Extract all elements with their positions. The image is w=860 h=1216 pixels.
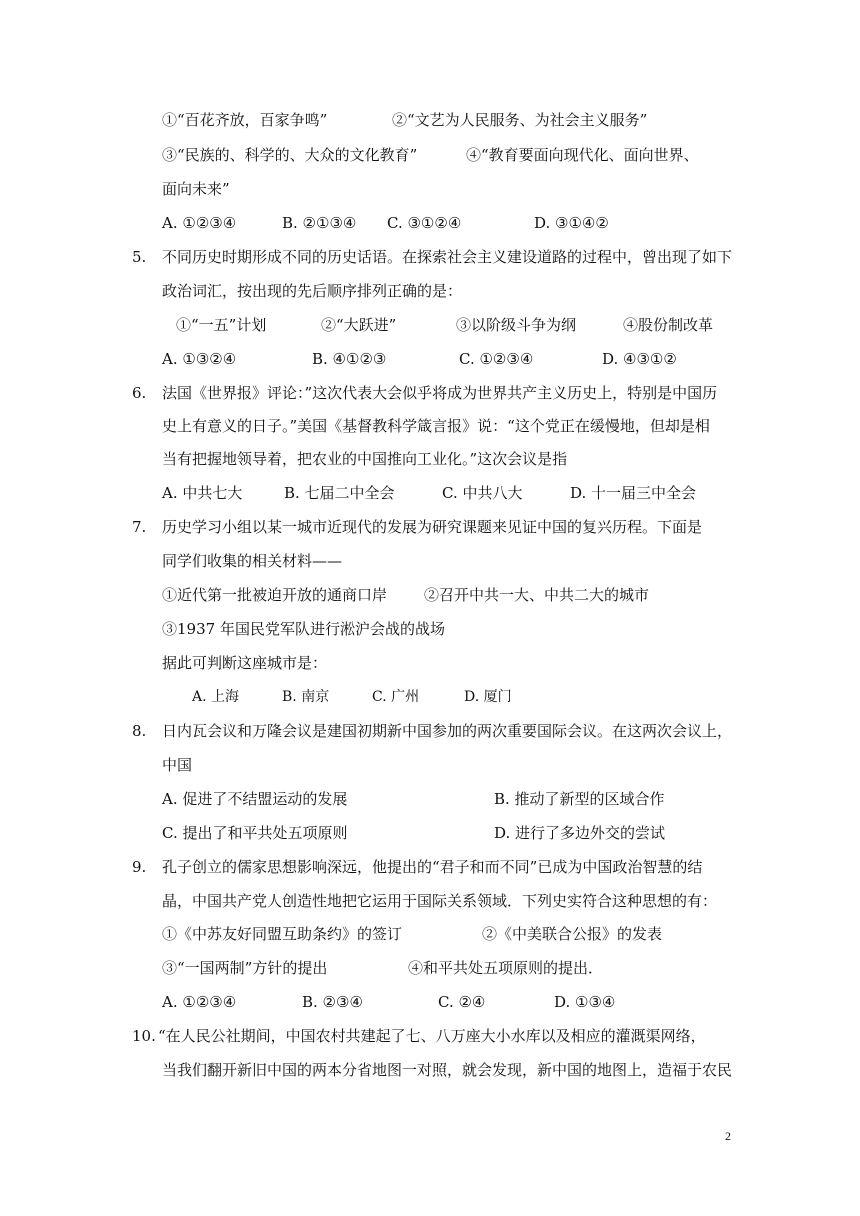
q7-stem-line-1: 历史学习小组以某一城市近现代的发展为研究课题来见证中国的复兴历程。下面是 [162,518,703,536]
q5-item-3: ③以阶级斗争为纲 [456,316,577,334]
q9-stem-line-2: 晶，中国共产党人创造性地把它运用于国际关系领域．下列史实符合这种思想的有： [162,892,718,910]
q10-stem-line-2: 当我们翻开新旧中国的两本分省地图一对照，就会发现，新中国的地图上，造福于农民 [162,1061,733,1079]
q5-choice-c: C. ①②③④ [459,350,534,368]
q8-number: 8. [132,722,147,740]
q6-choice-d: D. 十一届三中全会 [570,484,697,502]
q9-choice-d: D. ①③④ [554,993,616,1011]
q6-choice-b: B. 七届二中全会 [284,484,395,502]
q9-item-2: ②《中美联合公报》的发表 [482,925,663,943]
q9-item-1: ①《中苏友好同盟互助条约》的签订 [162,925,403,943]
q8-stem-line-2: 中国 [162,756,193,774]
q5-choice-b: B. ④①②③ [312,350,387,368]
q7-choice-b: B. 南京 [282,689,330,705]
q9-stem-line-1: 孔子创立的儒家思想影响深远，他提出的“君子和而不同”已成为中国政治智慧的结 [162,858,703,876]
q6-choice-a: A. 中共七大 [162,484,243,502]
q7-material-3: ③1937 年国民党军队进行淞沪会战的战场 [162,620,445,638]
q9-choice-c: C. ②④ [438,993,486,1011]
q4-choice-b: B. ②①③④ [282,214,357,232]
q8-stem-line-1: 日内瓦会议和万隆会议是建国初期新中国参加的两次重要国际会议。在这两次会议上， [162,722,733,740]
q9-item-4: ④和平共处五项原则的提出． [408,959,604,977]
q6-stem-line-3: 当有把握地领导着，把农业的中国推向工业化。”这次会议是指 [162,450,568,468]
page-number: 2 [725,1129,731,1143]
q7-stem-line-2: 同学们收集的相关材料—— [162,552,343,570]
q6-stem-line-2: 史上有意义的日子。”美国《基督教科学箴言报》说：“这个党正在缓慢地，但却是相 [162,417,710,435]
q7-prompt: 据此可判断这座城市是： [162,654,328,672]
q5-item-4: ④股份制改革 [623,316,714,334]
q10-number: 10. [132,1027,156,1045]
q5-choice-a: A. ①③②④ [162,350,237,368]
q7-choice-d: D. 厦门 [464,689,512,705]
q9-choice-a: A. ①②③④ [162,993,237,1011]
q9-item-3: ③“一国两制”方针的提出 [162,959,328,977]
q6-number: 6. [132,384,147,402]
q4-choice-a: A. ①②③④ [162,214,237,232]
q10-stem-line-1: “在人民公社期间，中国农村共建起了七、八万座大小水库以及相应的灌溉渠网络， [158,1027,706,1045]
q5-choice-d: D. ④③①② [602,350,677,368]
q7-choice-c: C. 广州 [372,689,420,705]
q4-item-3: ③“民族的、科学的、大众的文化教育” [162,146,418,164]
q7-material-1: ①近代第一批被迫开放的通商口岸 [162,586,388,604]
q6-stem-line-1: 法国《世界报》评论：”这次代表大会似乎将成为世界共产主义历史上，特别是中国历 [162,384,718,402]
q5-item-1: ①“一五”计划 [176,316,267,334]
q9-number: 9. [132,858,147,876]
q5-item-2: ②“大跃进” [321,316,397,334]
q7-material-2: ②召开中共一大、中共二大的城市 [424,586,650,604]
q6-choice-c: C. 中共八大 [442,484,523,502]
q7-choice-a: A. 上海 [192,689,240,705]
q5-stem-line-2: 政治词汇，按出现的先后顺序排列正确的是： [162,282,463,300]
q8-choice-c: C. 提出了和平共处五项原则 [162,824,348,842]
q8-choice-d: D. 进行了多边外交的尝试 [494,824,666,842]
q9-choice-b: B. ②③④ [302,993,363,1011]
q4-item-1: ①“百花齐放，百家争鸣” [162,111,328,129]
q5-stem-line-1: 不同历史时期形成不同的历史话语。在探索社会主义建设道路的过程中，曾出现了如下 [162,248,733,266]
q4-item-4: ④“教育要面向现代化、面向世界、 [466,146,699,164]
q8-choice-a: A. 促进了不结盟运动的发展 [162,790,348,808]
q5-number: 5. [132,248,147,266]
q4-choice-c: C. ③①②④ [387,214,462,232]
q8-choice-b: B. 推动了新型的区域合作 [494,790,665,808]
q4-choice-d: D. ③①④② [534,214,609,232]
q7-number: 7. [132,518,147,536]
q4-item-2: ②“文艺为人民服务、为社会主义服务” [392,111,648,129]
q4-option-line-3: 面向未来” [162,180,230,198]
